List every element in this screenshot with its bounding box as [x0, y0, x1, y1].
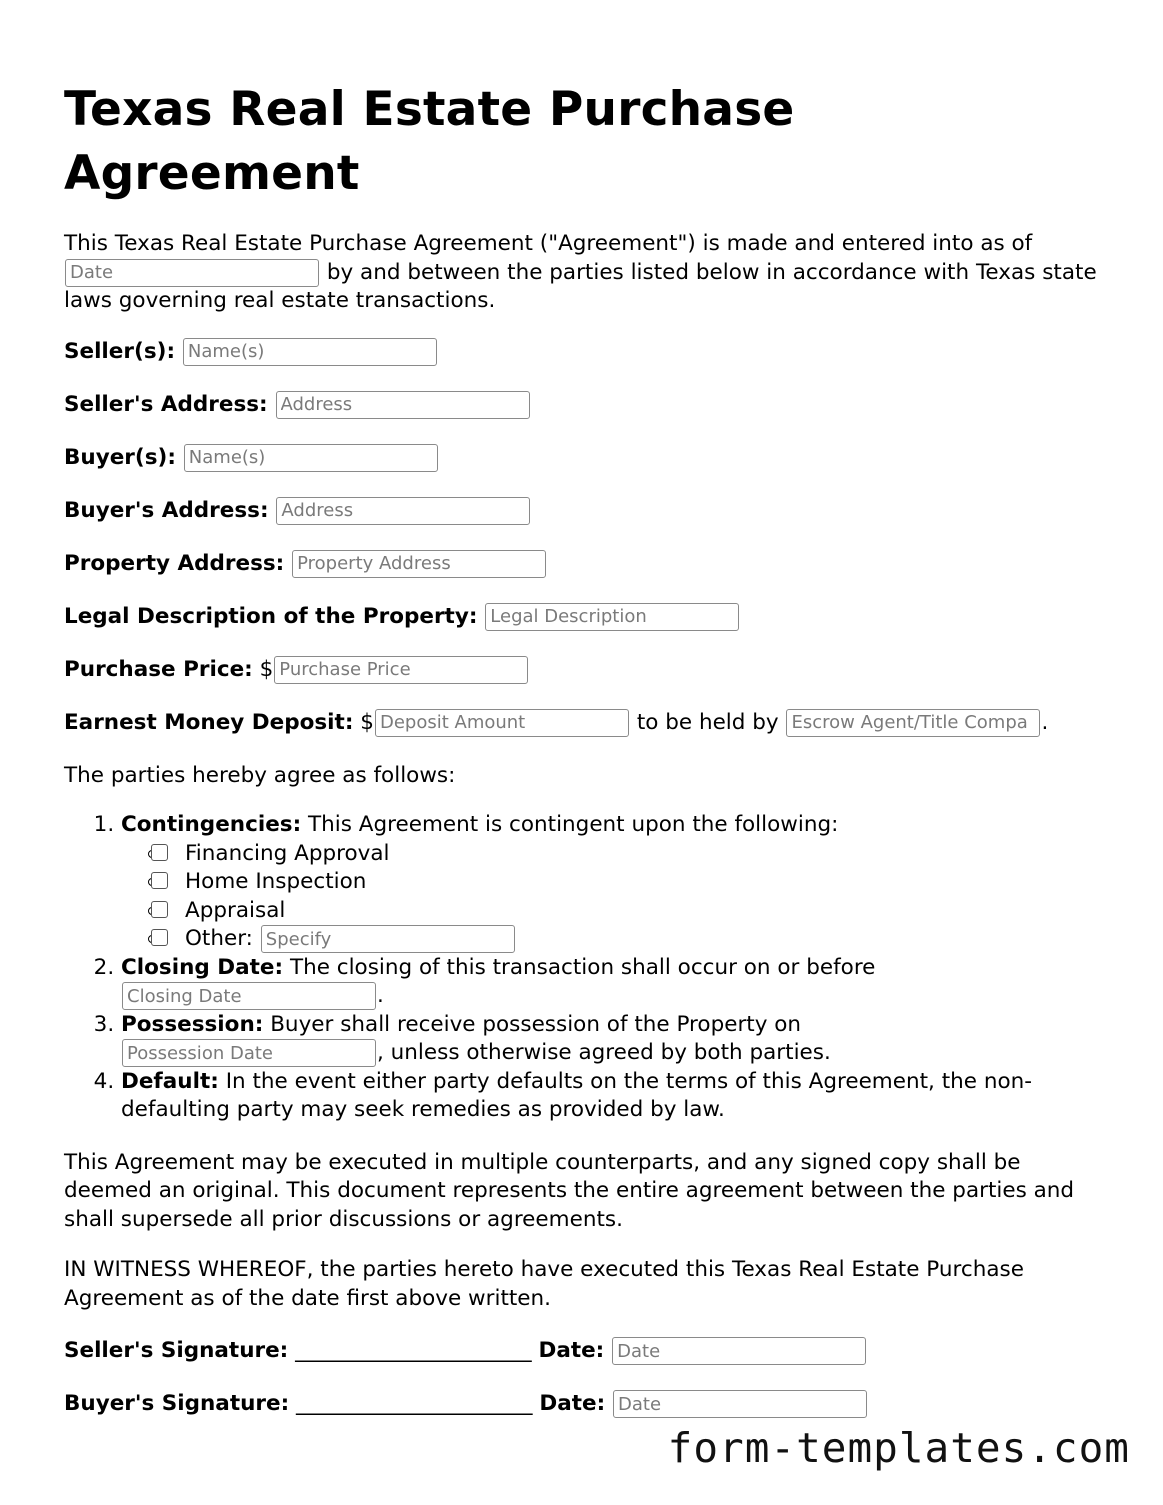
- other-specify-input[interactable]: [261, 925, 515, 953]
- sellers-row: [64, 338, 1104, 366]
- intro-paragraph: [64, 230, 1104, 316]
- agreement-date-input[interactable]: [65, 259, 319, 287]
- buyer-signature-label: Buyer's Signature:: [64, 1391, 290, 1416]
- earnest-money-label: Earnest Money Deposit:: [64, 709, 354, 735]
- held-by-text: to be held by: [636, 709, 779, 735]
- financing-approval-checkbox[interactable]: [151, 844, 168, 861]
- buyer-date-label: Date:: [539, 1391, 606, 1416]
- buyers-row: [64, 444, 1104, 472]
- buyer-address-input[interactable]: [276, 497, 530, 525]
- purchase-price-currency: $: [259, 656, 274, 682]
- seller-address-row: [64, 391, 1104, 419]
- intro-text-before: This Texas Real Estate Purchase Agreement ("Agreement") is made and entered into as of: [64, 231, 1033, 256]
- buyer-address-label: Buyer's Address:: [64, 497, 269, 523]
- home-inspection-checkbox[interactable]: [151, 872, 168, 889]
- legal-description-label: Legal Description of the Property:: [64, 603, 478, 629]
- earnest-money-row: [64, 709, 1104, 737]
- buyer-address-row: [64, 497, 1104, 525]
- term-contingencies: [121, 811, 1104, 954]
- earnest-money-end: .: [1041, 709, 1049, 735]
- purchase-price-label: Purchase Price:: [64, 656, 253, 682]
- contingency-option-appraisal: [151, 897, 1104, 926]
- closing-date-text: The closing of this transaction shall occur on or before: [289, 954, 876, 980]
- purchase-price-row: [64, 656, 1104, 684]
- appraisal-label: Appraisal: [185, 897, 286, 923]
- contingency-option-inspection: [151, 868, 1104, 897]
- property-address-label: Property Address:: [64, 550, 285, 576]
- witness-paragraph: IN WITNESS WHEREOF, the parties hereto have executed this Texas Real Estate Purchase Agreement as of the date first above written.: [64, 1257, 1024, 1311]
- possession-date-input[interactable]: [122, 1039, 376, 1067]
- agree-text: The parties hereby agree as follows:: [64, 762, 456, 788]
- seller-date-label: Date:: [538, 1338, 605, 1363]
- seller-date-input[interactable]: [612, 1337, 866, 1365]
- seller-signature-row: [64, 1337, 1104, 1365]
- default-title: Default:: [121, 1068, 219, 1094]
- other-label: Other:: [185, 926, 253, 951]
- contingencies-title: Contingencies:: [121, 812, 302, 837]
- intro-text-after: by and between the parties listed below in accordance with Texas state laws governing real estate transactions.: [64, 259, 1097, 313]
- closing-date-title: Closing Date:: [121, 954, 284, 980]
- appraisal-checkbox[interactable]: [151, 901, 168, 918]
- seller-signature-label: Seller's Signature:: [64, 1338, 289, 1363]
- legal-description-input[interactable]: [485, 603, 739, 631]
- seller-address-input[interactable]: [276, 391, 530, 419]
- sellers-label: Seller(s):: [64, 338, 176, 364]
- possession-text: Buyer shall receive possession of the Property on: [270, 1011, 802, 1037]
- legal-description-row: [64, 603, 1104, 631]
- contingency-options: [121, 840, 1104, 954]
- buyer-signature-row: [64, 1390, 1104, 1418]
- purchase-price-input[interactable]: [274, 656, 528, 684]
- watermark: form-templates.com: [667, 1424, 1130, 1472]
- buyer-signature-line[interactable]: ______________________: [296, 1391, 533, 1416]
- buyers-label: Buyer(s):: [64, 444, 176, 470]
- agreement-document: [64, 78, 1104, 1418]
- property-address-input[interactable]: [292, 550, 546, 578]
- contingencies-text: This Agreement is contingent upon the following:: [308, 812, 839, 837]
- default-text: In the event either party defaults on the terms of this Agreement, the non-defaulting party may seek remedies as provided by law.: [121, 1068, 1032, 1122]
- property-address-row: [64, 550, 1104, 578]
- document-title: Texas Real Estate Purchase Agreement: [64, 82, 795, 201]
- escrow-agent-input[interactable]: [786, 709, 1040, 737]
- possession-end: , unless otherwise agreed by both parties.: [377, 1040, 831, 1065]
- contingency-option-financing: [151, 840, 1104, 869]
- term-closing-date: [121, 954, 1104, 1011]
- earnest-money-currency: $: [360, 709, 374, 735]
- other-checkbox[interactable]: [151, 929, 168, 946]
- term-default: [121, 1068, 1104, 1125]
- buyer-date-input[interactable]: [613, 1390, 867, 1418]
- deposit-amount-input[interactable]: [375, 709, 629, 737]
- seller-address-label: Seller's Address:: [64, 391, 268, 417]
- terms-list: [64, 811, 1104, 1125]
- home-inspection-label: Home Inspection: [185, 869, 367, 894]
- buyers-input[interactable]: [184, 444, 438, 472]
- closing-date-end: .: [377, 983, 384, 1008]
- counterparts-paragraph: This Agreement may be executed in multiple counterparts, and any signed copy shall be deemed an original. This document represents the entire agreement between the parties and shall supersede all prior discussions or agreements.: [64, 1149, 1075, 1232]
- sellers-input[interactable]: [183, 338, 437, 366]
- financing-approval-label: Financing Approval: [185, 840, 390, 866]
- closing-date-input[interactable]: [122, 982, 376, 1010]
- possession-title: Possession:: [121, 1011, 264, 1037]
- contingency-option-other: [151, 925, 1104, 954]
- seller-signature-line[interactable]: ______________________: [295, 1338, 532, 1363]
- term-possession: [121, 1011, 1104, 1068]
